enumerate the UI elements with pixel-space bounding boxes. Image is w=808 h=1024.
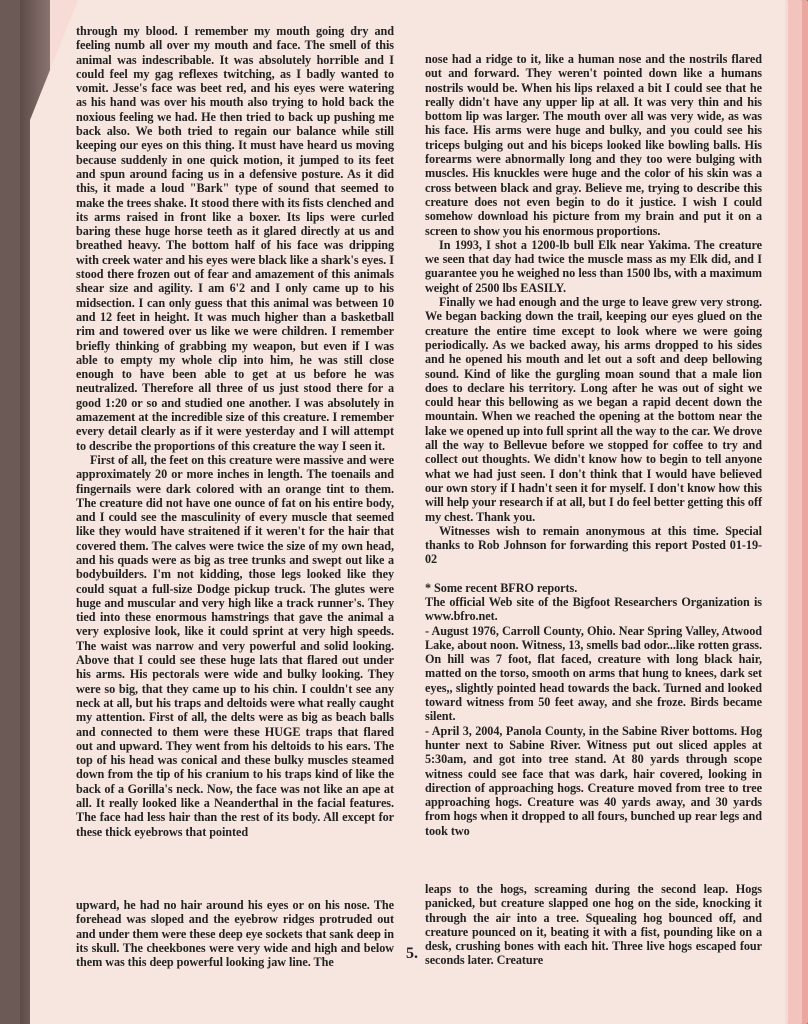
- paragraph: In 1993, I shot a 1200-lb bull Elk near Yakima. The creature we seen that day had twice the muscle mass as my Elk did, and I guarantee you he weighed no less than 1500 lbs, with a maximum weight of 2500 lbs EASILY.: [425, 237, 762, 295]
- reports-heading: * Some recent BFRO reports.: [425, 580, 578, 595]
- paragraph: leaps to the hogs, screaming during the second leap. Hogs panicked, but creature slapped one hog on the side, knocking it through the air into a tree. Squealing hog bounced off, and creature pounced on it, beating it with a fist, pounding like on a desk, crushing bones with each hit. Three live hogs escaped four seconds later. Creature: [425, 882, 762, 968]
- report-item: - April 3, 2004, Panola County, in the Sabine River bottoms. Hog hunter next to Sabine River. Witness put out sliced apples at 5:30am, and got into tree stand. At 80 yards through scope witness could see face that was dark, hair covered, looking in direction of approaching hogs. Creature moved from tree to tree approaching hogs. Creature was 40 yards away, and 30 yards from hogs when it dropped to all fours, bunched up rear legs and took two: [425, 723, 762, 838]
- paragraph: Witnesses wish to remain anonymous at this time. Special thanks to Rob Johnson for forwarding this report Posted 01-19-02: [425, 523, 762, 567]
- paragraph: First of all, the feet on this creature were massive and were approximately 20 or more inches in length. The toenails and fingernails were dark colored with an orange tint to them. The creature did not have one ounce of fat on his entire body, and I could see the masculinity of every muscle that seemed like they would have straitened if it weren't for the hair that covered them. The calves were twice the size of my own head, and his quads were as big as tree trunks and swept out like a bodybuilders. I'm not kidding, those legs looked like they could squat a full-size Dodge pickup truck. The glutes were huge and muscular and very high like a track runner's. They tied into these enormous hamstrings that gave the animal a very explosive look, like it could sprint at very high speeds. The waist was narrow and very powerful and solid looking. Above that I could see these huge lats that flared out under his arms. His pectorals were wide and bulky looking. They were so big, that they came up to his chin. I couldn't see any neck at all, but his traps and deltoids were what really caught my attention. First of all, the delts were as big as beach balls and connected to them were these HUGE traps that flared out and upward. They went from his deltoids to his ears. The top of his head was conical and these bulky muscles steamed down from the tip of his cranium to his traps kind of like the back of a Gorilla's neck. Now, the face was not like an ape at all. It really looked like a Neanderthal in the facial features. The face had less hair than the rest of its body. All except for these thick eyebrows that pointed: [76, 452, 394, 839]
- spacer: [425, 567, 762, 581]
- report-item: - August 1976, Carroll County, Ohio. Near Spring Valley, Atwood Lake, about noon. Witness, 13, smells bad odor...like rotten grass. On hill was 7 foot, flat faced, creature with long black hair, matted on the torso, smooth on arms that hung to knees, dark set eyes,, slightly pointed head towards the back. Turned and looked toward witness from 50 feet away, and she froze. Birds became silent.: [425, 623, 762, 724]
- paragraph: through my blood. I remember my mouth going dry and feeling numb all over my mouth and face. The smell of this animal was indescribable. It was absolutely horrible and I could feel my gag reflexes twitching, as I badly wanted to vomit. Jesse's face was beet red, and his eyes were watering as his hand was over his mouth also trying to hold back the noxious feeling we had. He then tried to back up pushing me back also. We both tried to regain our balance while still keeping our eyes on this thing. It must have heard us moving because suddenly in one quick motion, it jumped to its feet and spun around facing us in a defensive posture. As it did this, it made a loud "Bark" type of sound that seemed to make the trees shake. It stood there with its fists clenched and its arms raised in front like a boxer. Its lips were curled baring these huge horse teeth as it glared directly at us and breathed heavy. The bottom half of his face was dripping with creek water and his eyes were black like a shark's eyes. I stood there frozen out of fear and amazement of this animals shear size and agility. I am 6'2 and I only came up to his midsection. I can only guess that this animal was between 10 and 12 feet in height. It was much higher than a basketball rim and towered over us like we were children. I remember briefly thinking of grabbing my weapon, but even if I was able to empty my whole clip into him, he was still close enough to have been able to get at us before he was neutralized. Therefore all three of us just stood there for a good 1:20 or so and studied one another. I was absolutely in amazement at the incredible size of this creature. I remember every detail clearly as if it were yesterday and I will attempt to describe the proportions of this creature the way I seen it.: [76, 24, 394, 453]
- paragraph: upward, he had no hair around his eyes or on his nose. The forehead was sloped and the eyebrow ridges protruded out and under them were these deep eye sockets that sank deep in its skull. The cheekbones were very wide and high and below them was this deep powerful looking jaw line. The: [76, 898, 394, 970]
- left-column-bottom: [76, 898, 394, 969]
- paragraph: Finally we had enough and the urge to leave grew very strong. We began backing down the trail, keeping our eyes glued on the creature the entire time except to look where we were going periodically. As we backed away, his arms dropped to his sides and he opened his mouth and let out a soft and deep bellowing sound. Kind of like the gurgling moan sound that a male lion does to declare his territory. Long after he was out of sight we could hear this bellowing as we began a rapid decent down the mountain. When we reached the opening at the bottom near the lake we opened up into full sprint all the way to the car. We drove all the way to Bellevue before we stopped for coffee to try and collect out thoughts. We didn't know how to begin to tell anyone what we had just seen. I don't think that I would have believed our own story if I hadn't seen it for myself. I don't know how this will help your research if at all, but I do feel better getting this off my chest. Thank you.: [425, 295, 762, 524]
- right-column: [425, 52, 762, 838]
- right-column-bottom: [425, 882, 762, 968]
- paragraph: nose had a ridge to it, like a human nose and the nostrils flared out and forward. They weren't pointed down like a humans nostrils would be. When his lips relaxed a bit I could see that he really didn't have any upper lip at all. It was very thin and his bottom lip was larger. The mouth over all was very wide, as was his face. His arms were huge and bulky, and you could see his triceps bulging out and his biceps looked like bowling balls. His forearms were abnormally long and they too were bulging with muscles. His knuckles were huge and the color of his skin was a cross between black and gray. Believe me, trying to describe this creature does not even begin to do it justice. I wish I could somehow download his picture from my brain and put it on a screen to show you his enormous proportions.: [425, 52, 762, 238]
- page-number: 5.: [406, 945, 418, 962]
- left-column: [76, 24, 394, 839]
- reports-site: The official Web site of the Bigfoot Researchers Organization is www.bfro.net.: [425, 594, 762, 624]
